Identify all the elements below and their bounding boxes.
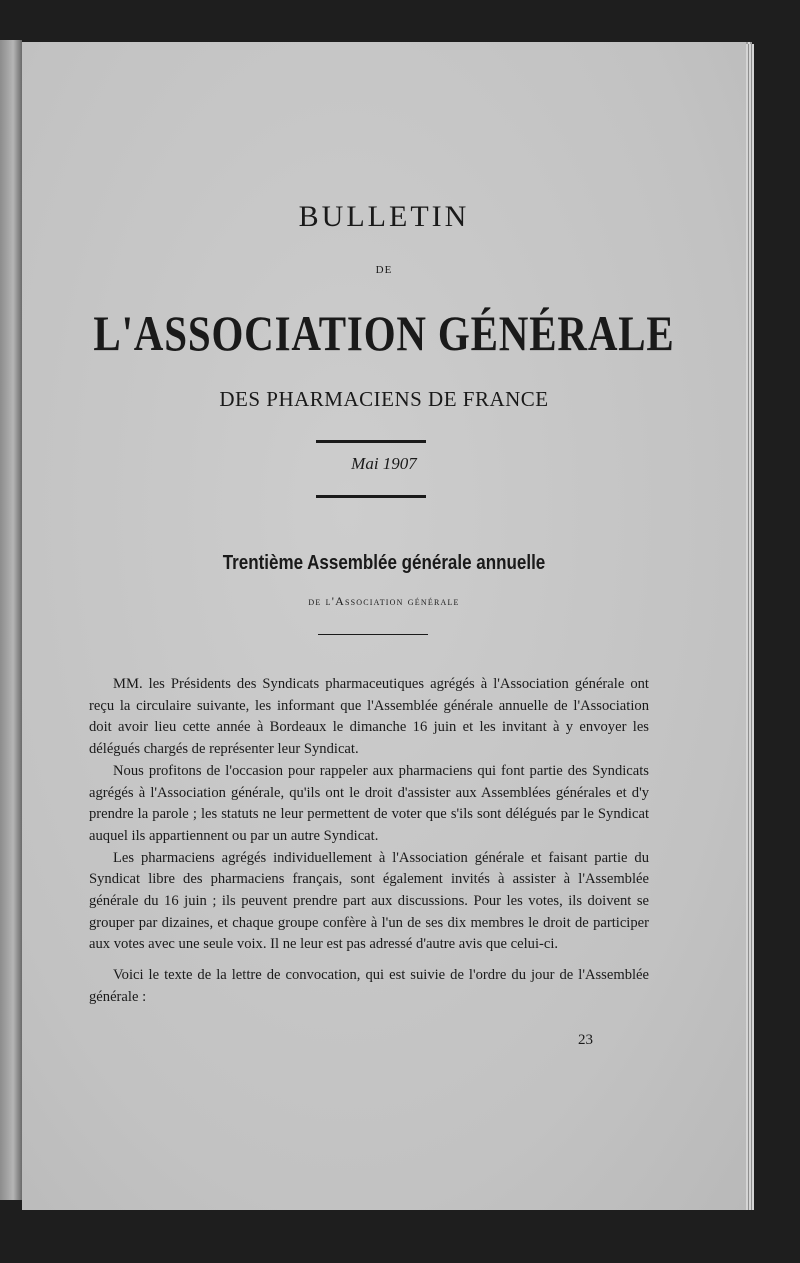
- paragraph: Nous profitons de l'occasion pour rappeler aux pharmaciens qui font partie des Syndicats agrégés à l'Association générale, qu'ils ont le droit d'assister aux Assemblées générales et d'y prendre la parole ; les statuts ne leur permettent de voter que s'ils sont délégués par le Syndicat auquel ils appartiennent ou par un autre Syndicat.: [89, 762, 649, 844]
- paragraph: MM. les Présidents des Syndicats pharmaceutiques agrégés à l'Association générale ont reçu la circulaire suivante, les informant que l'Assemblée générale annuelle de l'Association doit avoir lieu cette année à Bordeaux le dimanche 16 juin et les invitant à y envoyer les délégués chargés de représenter leur Syndicat.: [89, 676, 649, 758]
- section-rule: [318, 634, 428, 635]
- bulletin-de: DE: [375, 264, 393, 276]
- section-title: Trentième Assemblée générale annuelle: [222, 552, 546, 574]
- body-text: [89, 674, 649, 1009]
- left-page-edge: [0, 40, 22, 1200]
- paragraph: Voici le texte de la lettre de convocation, qui est suivie de l'ordre du jour de l'Assemblée générale :: [89, 967, 649, 1005]
- section-subtitle: de l'Association générale: [308, 594, 460, 608]
- association-title: L'ASSOCIATION GÉNÉRALE: [93, 305, 675, 361]
- page-edge-stack: [746, 44, 754, 1210]
- pharmaciens-subtitle: DES PHARMACIENS DE FRANCE: [219, 387, 549, 411]
- bottom-rule: [316, 495, 426, 498]
- paragraph: Les pharmaciens agrégés individuellement à l'Association générale et faisant partie du Syndicat libre des pharmaciens français, sont également invités à assister à l'Assemblée générale du 16 juin ; ils peuvent prendre part aux discussions. Pour les votes, ils doivent se grouper par dizaines, et chaque groupe confère à l'un de ses dix membres le droit de participer aux votes avec une seule voix. Il ne leur est pas adressé d'autre avis que celui-ci.: [89, 849, 649, 953]
- page-number: 23: [578, 1032, 593, 1048]
- document-page: [22, 42, 746, 1210]
- bulletin-title: BULLETIN: [298, 200, 470, 233]
- top-rule: [316, 440, 426, 443]
- issue-date: Mai 1907: [351, 454, 417, 473]
